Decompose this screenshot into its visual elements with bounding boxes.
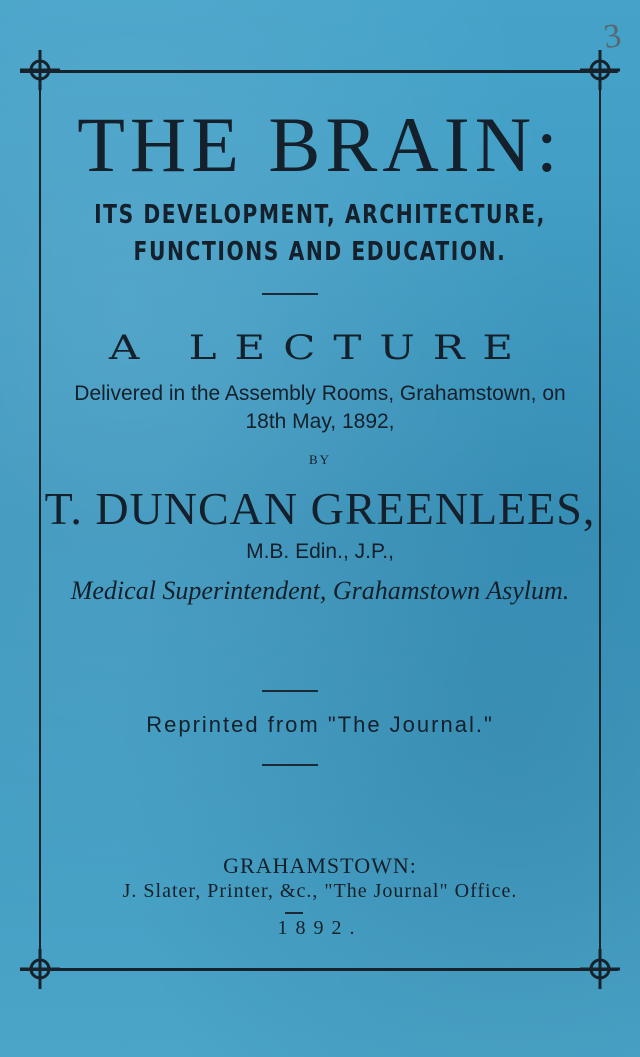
subtitle-line-1: ITS DEVELOPMENT, ARCHITECTURE, — [94, 200, 546, 230]
corner-ornament-top-right — [580, 48, 620, 92]
publication-year: 1892. — [277, 917, 363, 939]
author-position: Medical Superintendent, Grahamstown Asylum. — [70, 576, 570, 605]
delivered-line-1: Delivered in the Assembly Rooms, Grahamstown, on — [74, 382, 566, 405]
divider-rule-3 — [262, 764, 318, 766]
page-number: 3 — [601, 17, 624, 57]
corner-ornament-bottom-right — [580, 947, 620, 991]
divider-rule-4 — [285, 912, 303, 914]
frame-top-rule — [20, 70, 618, 73]
by-label: BY — [308, 452, 332, 467]
publisher-line: J. Slater, Printer, &c., "The Journal" Office. — [122, 880, 518, 902]
divider-rule-1 — [262, 293, 318, 295]
delivered-line-2: 18th May, 1892, — [245, 410, 395, 433]
frame-bottom-rule — [20, 968, 618, 971]
publisher-place: GRAHAMSTOWN: — [223, 853, 417, 878]
corner-ornament-bottom-left — [20, 947, 60, 991]
reprinted-note: Reprinted from "The Journal." — [146, 712, 494, 737]
corner-ornament-top-left — [20, 48, 60, 92]
subtitle-line-2: FUNCTIONS AND EDUCATION. — [133, 237, 507, 267]
book-title: THE BRAIN: — [77, 101, 563, 188]
author-name: T. DUNCAN GREENLEES, — [44, 483, 596, 534]
lecture-heading: A LECTURE — [108, 328, 532, 368]
divider-rule-2 — [262, 690, 318, 692]
author-degrees: M.B. Edin., J.P., — [246, 540, 394, 563]
